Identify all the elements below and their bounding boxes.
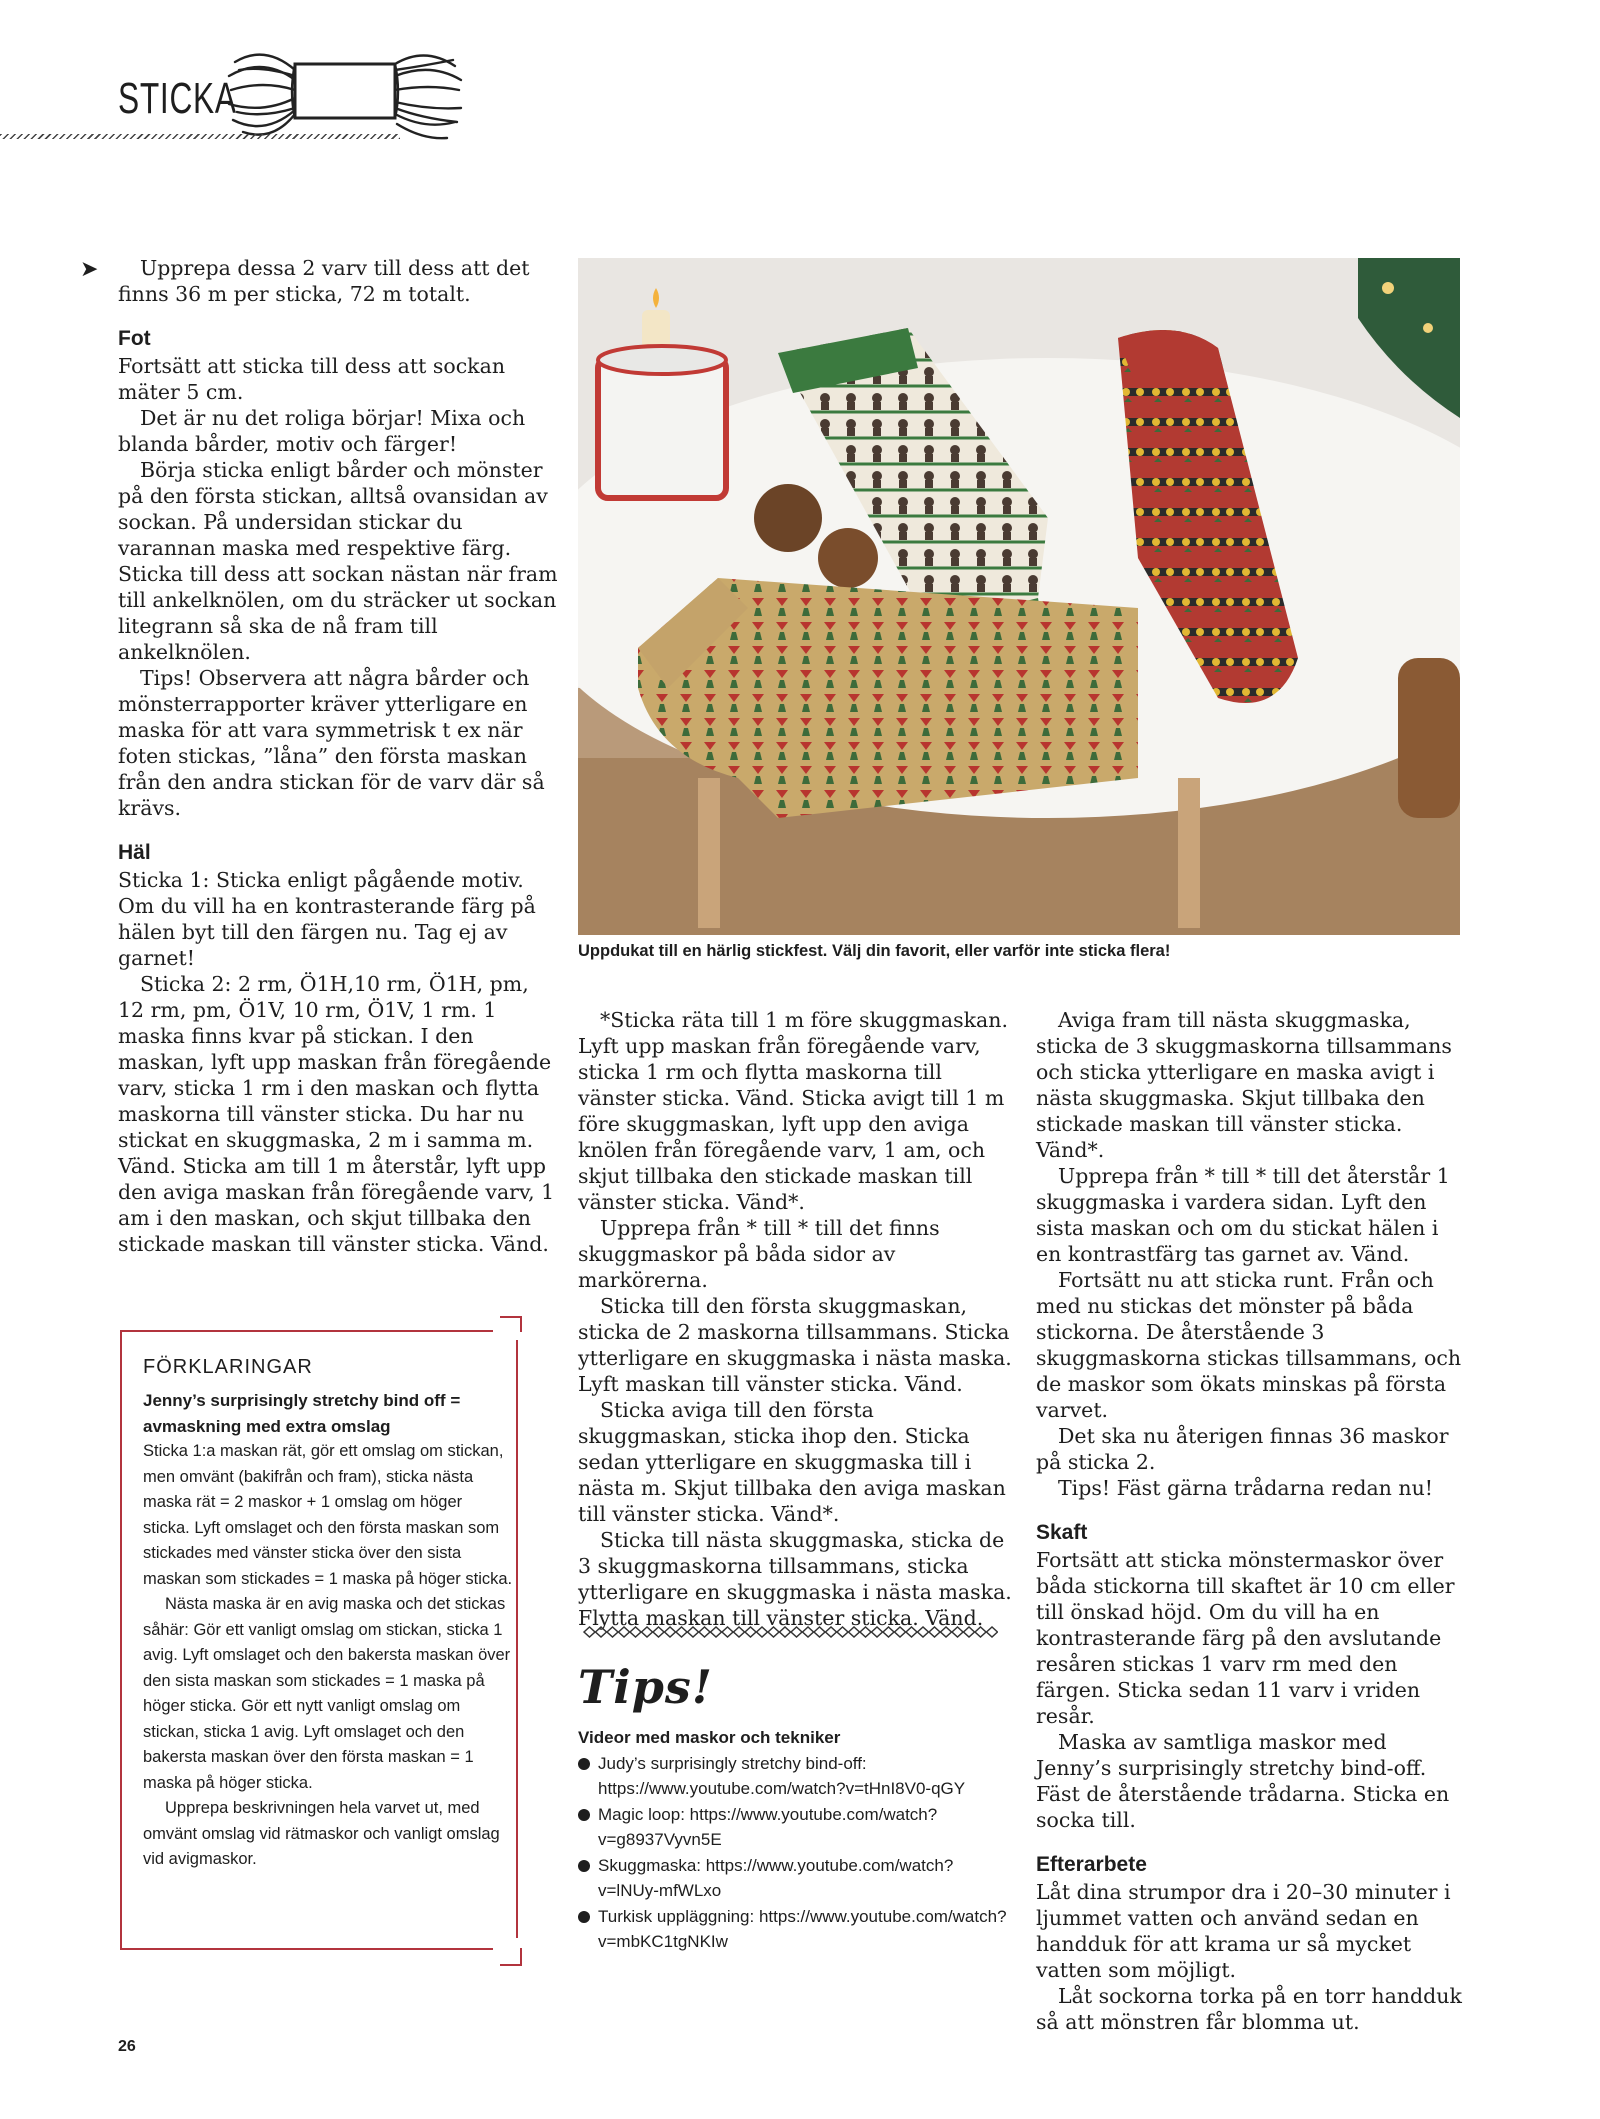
column-2 <box>578 1007 1013 1631</box>
heading-efterarbete: Efterarbete <box>1036 1853 1147 1876</box>
tips-section <box>578 1725 1008 1955</box>
col2-paragraph: Sticka till nästa skuggmaska, sticka de 3 skuggmaskorna tillsammans, sticka ytterligare en skuggmaska i nästa maska. Flytta maskan till vänster sticka. Vänd. <box>578 1528 1012 1630</box>
col2-paragraph: Sticka till den första skuggmaskan, sticka de 2 maskorna tillsammans. Sticka ytterligare en skuggmaska i nästa maska. Lyft maskan till vänster sticka. Vänd. <box>578 1294 1012 1396</box>
tips-list <box>578 1751 1008 1955</box>
col2-paragraph: *Sticka räta till 1 m före skuggmaskan. Lyft upp maskan från föregående varv, sticka 1 rm och flytta maskorna till vänster sticka. Vänd. Sticka avigt till 1 m före skuggmaskan, lyft upp den aviga knölen från föregående varv, 1 am, och skjut tillbaka den stickade maskan till vänster sticka. Vänd*. <box>578 1008 1008 1214</box>
heading-skaft: Skaft <box>1036 1521 1088 1544</box>
col3-paragraph: Tips! Fäst gärna trådarna redan nu! <box>1058 1476 1434 1500</box>
explanation-box-content <box>143 1352 513 1873</box>
tips-title: Tips! <box>578 1660 713 1714</box>
socks-photo <box>578 258 1460 935</box>
header-rule <box>0 134 400 139</box>
efter-paragraph: Låt dina strumpor dra i 20–30 minuter i ljummet vatten och använd sedan en handduk för att krama ur så mycket vatten som möjligt. <box>1036 1880 1451 1982</box>
section-title: STICKA <box>118 74 237 123</box>
hal-paragraph: Sticka 2: 2 rm, Ö1H,10 rm, Ö1H, pm, 12 rm, pm, Ö1V, 10 rm, Ö1V, 1 rm. 1 maska finns kvar på stickan. I den maskan, lyft upp maskan från föregående varv, sticka 1 rm i den maskan och flytta maskorna till vänster sticka. Du har nu stickat en skuggmaska, 2 m i samma m. Vänd. Sticka am till 1 m återstår, lyft upp den aviga maskan från föregående varv, 1 am i den maskan, och skjut tillbaka den stickade maskan till vänster sticka. Vänd. <box>118 972 555 1256</box>
skaft-paragraph: Fortsätt att sticka mönstermaskor över båda stickorna till skaftet är 10 cm eller till önskad höjd. Om du vill ha en kontrasterande färg på den avslutande resåren stickas 1 varv rm med den färgen. Sticka sedan 11 varv i vriden resår. <box>1036 1548 1455 1728</box>
fot-paragraph: Fortsätt att sticka till dess att sockan mäter 5 cm. <box>118 354 506 404</box>
tips-heading: Videor med maskor och tekniker <box>578 1728 841 1747</box>
hal-paragraph: Sticka 1: Sticka enligt pågående motiv. Om du vill ha en kontrasterande färg på hälen byt till den färgen nu. Tag ej av garnet! <box>118 868 536 970</box>
box-corner-bottom <box>500 1948 522 1966</box>
tips-link-item[interactable]: Skuggmaska: https://www.youtube.com/watch?v=lNUy-mfWLxo <box>578 1853 1008 1904</box>
yarn-skein-icon <box>225 42 465 142</box>
skaft-paragraph: Maska av samtliga maskor med Jenny’s surprisingly stretchy bind-off. Fäst de återstående trådarna. Sticka en socka till. <box>1036 1730 1450 1832</box>
photo-caption: Uppdukat till en härlig stickfest. Välj din favorit, eller varför inte sticka flera! <box>578 942 1171 960</box>
box-subtitle: Jenny’s surprisingly stretchy bind off = avmaskning med extra omslag <box>143 1391 461 1436</box>
heading-fot: Fot <box>118 327 151 350</box>
col3-paragraph: Aviga fram till nästa skuggmaska, sticka de 3 skuggmaskorna tillsammans och sticka ytterligare en maska avigt i nästa skuggmaska. Skjut tillbaka den stickade maskan till vänster sticka. Vänd*. <box>1036 1008 1452 1162</box>
col2-paragraph: Upprepa från * till * till det finns skuggmaskor på båda sidor av markörerna. <box>578 1216 940 1292</box>
box-paragraph: Sticka 1:a maskan rät, gör ett omslag om stickan, men omvänt (bakifrån och fram), sticka nästa maska rät = 2 maskor + 1 omslag om höger sticka. Lyft omslaget och den första maskan som stickades med vänster sticka över den sista maskan som stickades = 1 maska på höger sticka. <box>143 1442 513 1588</box>
intro-paragraph: Upprepa dessa 2 varv till dess att det finns 36 m per sticka, 72 m totalt. <box>118 256 530 306</box>
tips-link-item[interactable]: Turkisk uppläggning: https://www.youtube.com/watch?v=mbKC1tgNKIw <box>578 1904 1008 1955</box>
efter-paragraph: Låt sockorna torka på en torr handduk så att mönstren får blomma ut. <box>1036 1984 1462 2034</box>
tips-link-item[interactable]: Judy’s surprisingly stretchy bind-off: https://www.youtube.com/watch?v=tHnI8V0-qGY <box>578 1751 1008 1802</box>
fot-paragraph: Det är nu det roliga börjar! Mixa och blanda bårder, motiv och färger! <box>118 406 526 456</box>
box-paragraph: Nästa maska är en avig maska och det stickas såhär: Gör ett vanligt omslag om stickan, sticka 1 avig. Lyft omslaget och den bakersta maskan över den sista maskan som stickades = 1 maska på höger sticka. Gör ett nytt vanligt omslag om stickan, sticka 1 avig. Lyft omslaget och den bakersta maskan över den första maskan = 1 maska på höger sticka. <box>143 1595 511 1792</box>
column-3 <box>1036 1007 1466 2035</box>
column-1 <box>118 255 558 1257</box>
diamond-divider <box>578 1624 998 1640</box>
box-paragraph: Upprepa beskrivningen hela varvet ut, med omvänt omslag vid rätmaskor och vanligt omslag vid avigmaskor. <box>143 1799 500 1868</box>
tips-link-item[interactable]: Magic loop: https://www.youtube.com/watch?v=g8937Vyvn5E <box>578 1802 1008 1853</box>
col3-paragraph: Fortsätt nu att sticka runt. Från och med nu stickas det mönster på båda stickorna. De återstående 3 skuggmaskorna stickas tillsammans, och de maskor som ökats minskas på första varvet. <box>1036 1268 1462 1422</box>
fot-paragraph: Börja sticka enligt bårder och mönster på den första stickan, alltså ovansidan av sockan. På undersidan stickar du varannan maska med respektive färg. Sticka till dess att sockan nästan när fram till ankelknölen, om du sträcker ut sockan litegrann så ska de nå fram till ankelknölen. <box>118 458 558 664</box>
col3-paragraph: Upprepa från * till * till det återstår 1 skuggmaska i vardera sidan. Lyft den sista maskan och om du stickat hälen i en kontrastfärg tas garnet av. Vänd. <box>1036 1164 1450 1266</box>
col3-paragraph: Det ska nu återigen finnas 36 maskor på sticka 2. <box>1036 1424 1449 1474</box>
arrow-icon: ➤ <box>80 256 99 281</box>
box-title: FÖRKLARINGAR <box>143 1356 313 1378</box>
page-number: 26 <box>118 2038 136 2055</box>
col2-paragraph: Sticka aviga till den första skuggmaskan, sticka ihop den. Sticka sedan ytterligare en skuggmaska till i nästa m. Skjut tillbaka den aviga maskan till vänster sticka. Vänd*. <box>578 1398 1006 1526</box>
box-corner-top <box>500 1316 522 1332</box>
fot-paragraph: Tips! Observera att några bårder och mönsterrapporter kräver ytterligare en maska för att vara symmetrisk t ex när foten stickas, ”låna” den första maskan från den andra stickan för de varv där så krävs. <box>118 666 545 820</box>
heading-hal: Häl <box>118 841 151 864</box>
